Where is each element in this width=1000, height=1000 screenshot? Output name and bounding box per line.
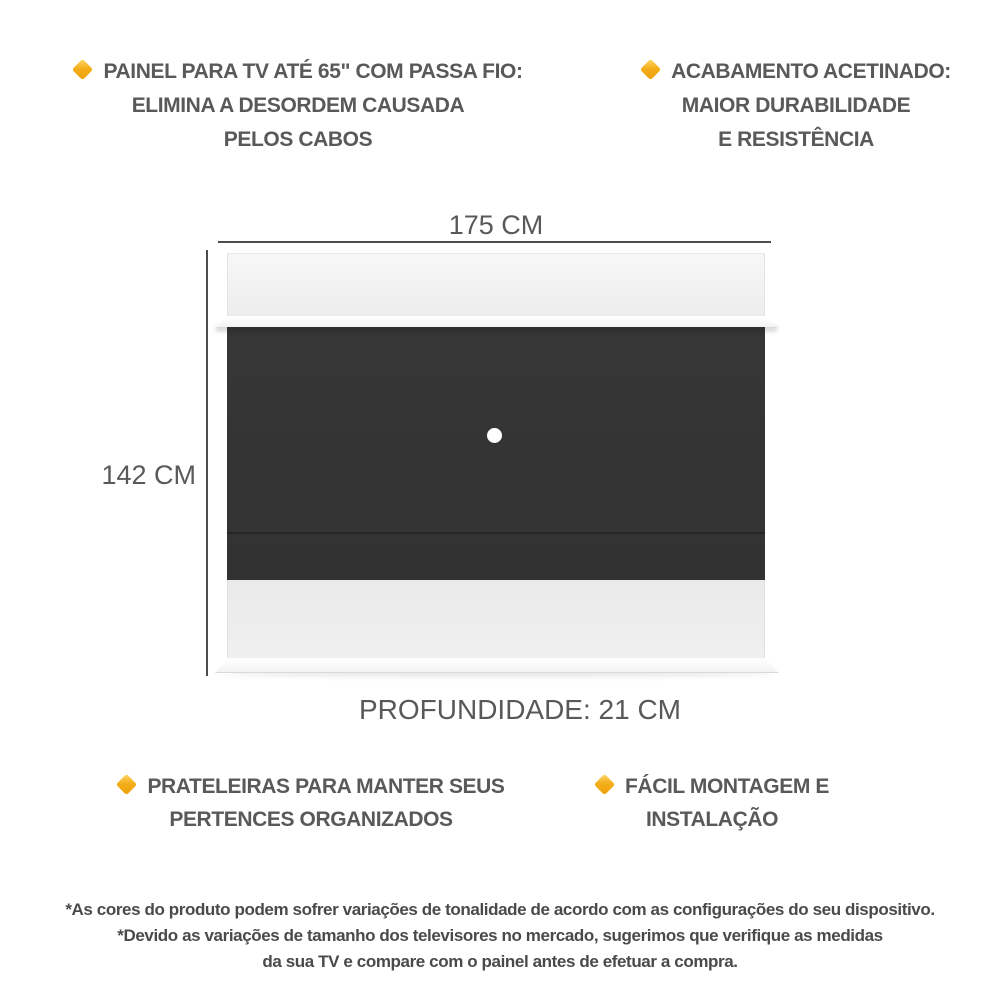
width-dimension-line	[218, 241, 771, 243]
diamond-icon	[594, 774, 615, 795]
disclaimer-line: *As cores do produto podem sofrer variações de tonalidade de acordo com as configurações do seu dispositivo.	[65, 900, 935, 919]
feature-bottom-right	[558, 770, 866, 836]
panel-back-board	[227, 327, 765, 580]
height-dimension-label: 142 CM	[101, 460, 196, 490]
panel-bottom-shelf-edge	[215, 658, 779, 673]
feature-line	[606, 55, 986, 89]
feature-line	[558, 770, 866, 803]
disclaimer-line: da sua TV e compare com o painel antes de efetuar a compra.	[262, 952, 738, 971]
panel-top-shelf	[227, 253, 765, 317]
tv-panel-diagram	[227, 253, 765, 672]
feature-bottom-left	[55, 770, 567, 836]
diamond-icon	[72, 59, 93, 80]
diamond-icon	[640, 59, 661, 80]
feature-line: E RESISTÊNCIA	[718, 128, 874, 151]
footer-disclaimer	[0, 897, 1000, 975]
feature-line: PELOS CABOS	[223, 128, 373, 151]
depth-dimension-label: PROFUNDIDADE: 21 CM	[358, 694, 682, 725]
disclaimer-line: *Devido as variações de tamanho dos televisores no mercado, sugerimos que verifique as medidas	[117, 926, 883, 945]
feature-text: FÁCIL MONTAGEM E	[625, 775, 829, 798]
feature-line	[28, 55, 568, 89]
feature-line: ELIMINA A DESORDEM CAUSADA	[131, 94, 465, 117]
feature-line: MAIOR DURABILIDADE	[681, 94, 911, 117]
diamond-icon	[116, 774, 137, 795]
feature-line: PERTENCES ORGANIZADOS	[169, 808, 453, 831]
height-dimension-line	[206, 250, 208, 676]
panel-seam-line	[227, 532, 765, 534]
feature-line	[55, 770, 567, 803]
feature-top-left	[28, 55, 568, 157]
feature-line: INSTALAÇÃO	[645, 808, 779, 831]
feature-top-right	[606, 55, 986, 157]
cable-pass-hole	[487, 428, 502, 443]
width-dimension-label: 175 CM	[448, 210, 544, 240]
feature-text: ACABAMENTO ACETINADO:	[671, 60, 951, 83]
panel-bottom-shelf	[227, 580, 765, 659]
feature-text: PAINEL PARA TV ATÉ 65" COM PASSA FIO:	[103, 60, 523, 83]
feature-text: PRATELEIRAS PARA MANTER SEUS	[147, 775, 505, 798]
